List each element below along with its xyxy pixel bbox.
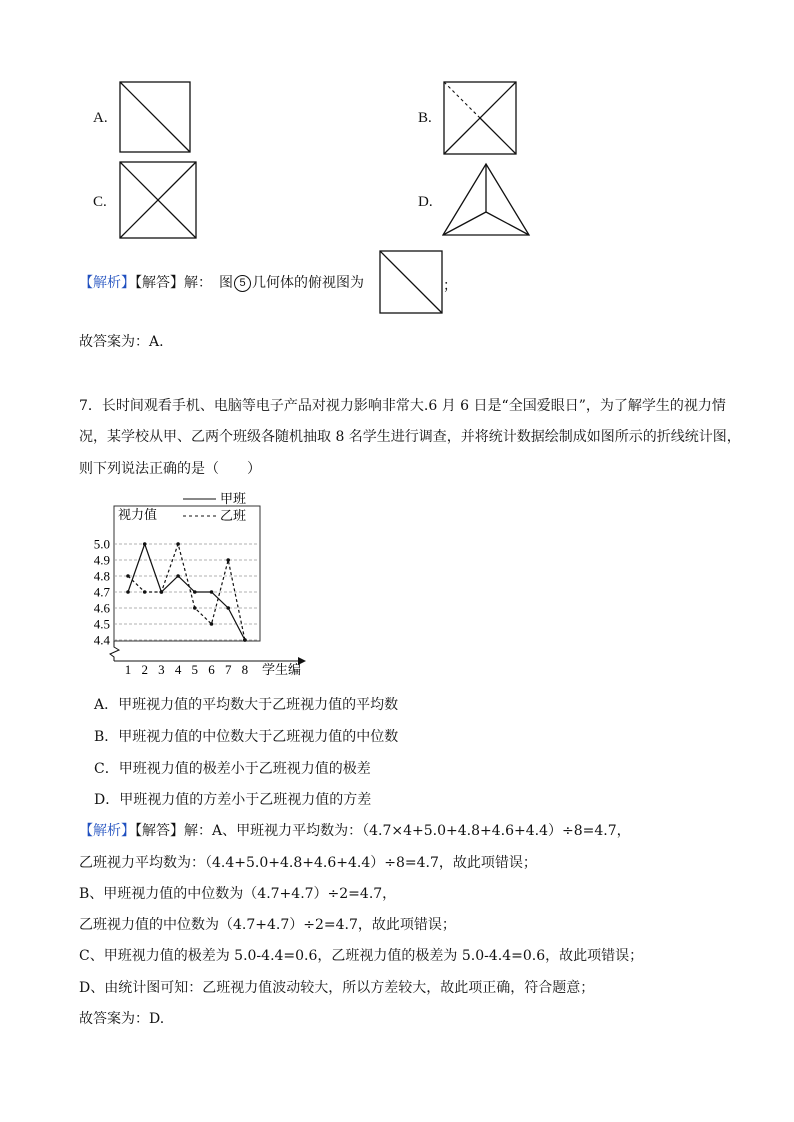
x-tick-label: 3 — [158, 662, 165, 677]
data-point — [143, 590, 147, 594]
question-7-line-3: 则下列说法正确的是（ ） — [79, 461, 261, 477]
answer-top-view-figure — [379, 250, 443, 314]
y-tick-label: 4.5 — [93, 616, 110, 632]
legend-series-1: 乙班 — [220, 508, 247, 523]
question-number: 7． — [79, 398, 102, 414]
solution-line-6: D、由统计图可知：乙班视力值波动较大，所以方差较大，故此项正确，符合题意； — [79, 980, 595, 996]
option-c-figure — [119, 161, 197, 239]
solution-line-2: 乙班视力平均数为：（4.4+5.0+4.8+4.6+4.4）÷8=4.7，故此项错误； — [79, 855, 537, 871]
data-point — [210, 590, 214, 594]
data-point — [176, 574, 180, 578]
plot-frame — [114, 506, 260, 641]
y-axis-label: 视力值 — [118, 507, 158, 522]
solution-answer-tag: 【解答】 — [135, 823, 184, 839]
data-point — [193, 606, 197, 610]
data-point — [226, 606, 230, 610]
data-point — [210, 622, 214, 626]
option-b-figure — [443, 81, 517, 155]
option-a: A．甲班视力值的平均数大于乙班视力值的平均数 — [94, 697, 399, 713]
question-7-line-1: 7．长时间观看手机、电脑等电子产品对视力影响非常大.6 月 6 日是“全国爱眼日”，为了解学生的视力情 — [79, 398, 726, 414]
analysis-end-punct: ； — [443, 278, 457, 294]
data-point — [126, 590, 130, 594]
question-7-line-2: 况，某学校从甲、乙两个班级各随机抽取 8 名学生进行调查，并将统计数据绘制成如图所示的折线统计图， — [79, 429, 741, 445]
x-tick-label: 8 — [241, 662, 249, 677]
x-tick-label: 4 — [174, 662, 182, 677]
data-point — [243, 638, 247, 642]
option-d-label: D. — [418, 194, 433, 210]
analysis-suffix: 几何体的俯视图为 — [252, 275, 364, 291]
option-c-label: C. — [93, 194, 107, 210]
x-axis-label: 学生编 — [262, 662, 302, 677]
option-a-figure — [119, 81, 191, 153]
x-tick-label: 5 — [191, 662, 199, 677]
y-tick-label: 4.7 — [93, 584, 110, 600]
option-d-figure — [441, 162, 531, 238]
analysis-prefix: 解： 图 — [184, 275, 233, 291]
solution-analysis-tag: 【解析】 — [79, 823, 135, 839]
y-tick-label: 4.4 — [93, 632, 110, 648]
y-tick-label: 4.8 — [93, 568, 110, 584]
analysis-tag: 【解析】 — [79, 275, 135, 291]
circled-number: 5 — [234, 275, 251, 292]
y-tick-label: 5.0 — [93, 536, 110, 552]
data-point — [143, 542, 147, 546]
solution-line-4: 乙班视力值的中位数为（4.7+4.7）÷2=4.7，故此项错误； — [79, 917, 456, 933]
solution-line-3: B、甲班视力值的中位数为（4.7+4.7）÷2=4.7， — [79, 886, 397, 902]
option-c: C．甲班视力值的极差小于乙班视力值的极差 — [94, 761, 371, 777]
x-tick-label: 2 — [141, 662, 148, 677]
y-axis-break — [110, 641, 119, 661]
vision-line-chart — [93, 490, 320, 680]
y-tick-label: 4.9 — [93, 552, 110, 568]
answer-tag: 【解答】 — [135, 275, 184, 291]
y-tick-label: 4.6 — [93, 600, 110, 616]
option-d: D．甲班视力值的方差小于乙班视力值的方差 — [94, 792, 372, 808]
data-point — [160, 590, 164, 594]
data-point — [226, 558, 230, 562]
option-a-label: A. — [93, 110, 108, 126]
x-tick-label: 6 — [208, 662, 215, 677]
solution-line-1: 【解析】【解答】解：A、甲班视力平均数为：（4.7×4+5.0+4.8+4.6+4.4）÷8=4.7， — [79, 823, 631, 839]
prev-conclusion: 故答案为：A. — [79, 334, 164, 350]
solution-line-5: C、甲班视力值的极差为 5.0-4.4=0.6，乙班视力值的极差为 5.0-4.4=0.6，故此项错误； — [79, 948, 644, 964]
option-b-label: B. — [418, 110, 432, 126]
prev-analysis-line — [79, 273, 364, 293]
x-tick-label: 1 — [124, 662, 132, 677]
x-tick-label: 7 — [224, 662, 232, 677]
data-point — [193, 590, 197, 594]
legend-series-0: 甲班 — [220, 491, 247, 506]
data-point — [126, 574, 130, 578]
option-b: B．甲班视力值的中位数大于乙班视力值的中位数 — [94, 729, 399, 745]
data-point — [176, 542, 180, 546]
solution-conclusion: 故答案为：D. — [79, 1011, 165, 1027]
